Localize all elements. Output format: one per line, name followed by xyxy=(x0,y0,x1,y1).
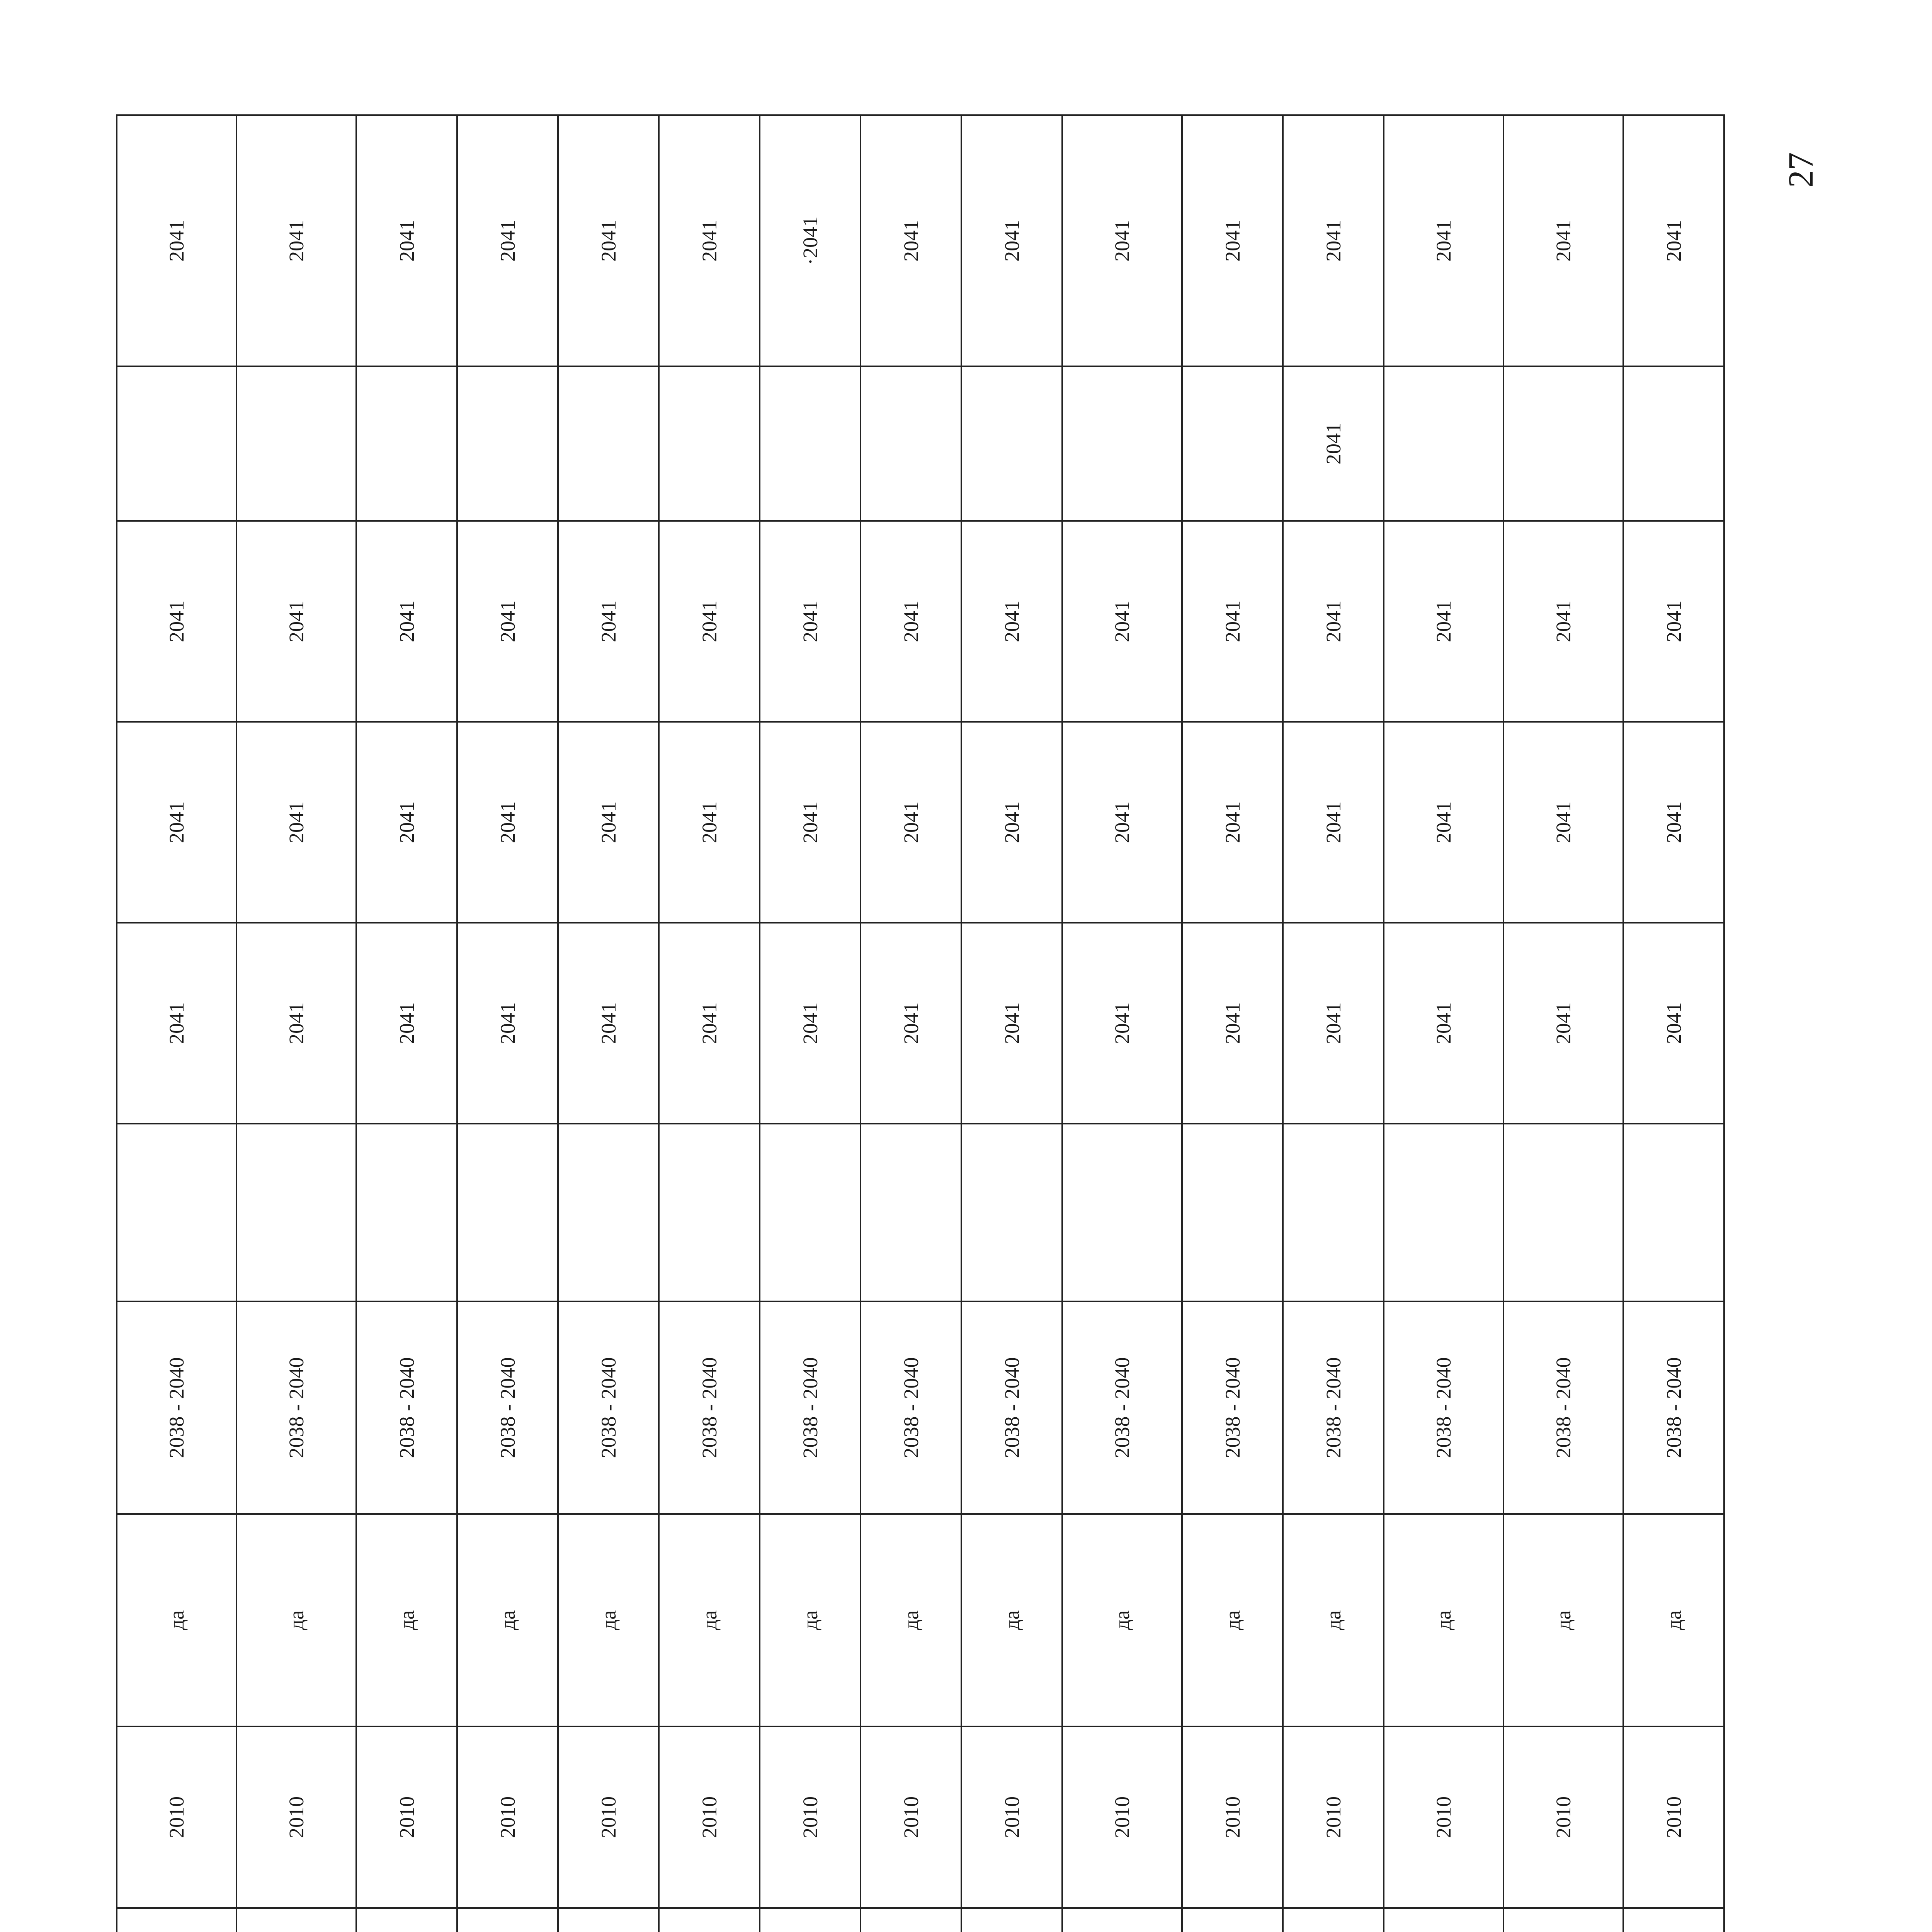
year-built xyxy=(760,1908,861,1932)
col-10-value xyxy=(1384,1124,1503,1301)
col-13-value: 2041 xyxy=(760,521,861,722)
col-15-value: 2041 xyxy=(558,115,659,366)
repair-period: 2038 - 2040 xyxy=(1623,1301,1724,1514)
col-11-value: 2041 xyxy=(457,923,558,1124)
col-12-value: 2041 xyxy=(356,722,457,923)
col-12-value: 2041 xyxy=(1384,722,1503,923)
col-11-value: 2041 xyxy=(1623,923,1724,1124)
col-11-value: 2041 xyxy=(1062,923,1182,1124)
col-14-value xyxy=(356,366,457,521)
col-14-value xyxy=(1503,366,1623,521)
repair-period: 2038 - 2040 xyxy=(356,1301,457,1514)
repair-needed: да xyxy=(1623,1514,1724,1726)
col-15-value: 2041 xyxy=(1623,115,1724,366)
col-12-value: 2041 xyxy=(117,722,236,923)
repair-period: 2038 - 2040 xyxy=(659,1301,760,1514)
col-11-value: 2041 xyxy=(1182,923,1283,1124)
col-10-value xyxy=(457,1124,558,1301)
repair-needed: да xyxy=(1182,1514,1283,1726)
repair-period: 2038 - 2040 xyxy=(1182,1301,1283,1514)
col-12-value: 2041 xyxy=(558,722,659,923)
col-14-value xyxy=(236,366,356,521)
col-10-value xyxy=(558,1124,659,1301)
col-15-value: 2041 xyxy=(457,115,558,366)
col-14-value xyxy=(659,366,760,521)
col-15-value: 2041 xyxy=(356,115,457,366)
year-built xyxy=(1182,1908,1283,1932)
col-14-value xyxy=(457,366,558,521)
year-built xyxy=(861,1908,961,1932)
col-12-value: 2041 xyxy=(659,722,760,923)
repair-period: 2038 - 2040 xyxy=(1384,1301,1503,1514)
table-row xyxy=(1062,115,1182,1932)
col-10-value xyxy=(117,1124,236,1301)
repair-needed: да xyxy=(1503,1514,1623,1726)
col-15-value: 2041 xyxy=(117,115,236,366)
col-11-value: 2041 xyxy=(861,923,961,1124)
col-10-value xyxy=(1062,1124,1182,1301)
col-15-value: 2041 xyxy=(961,115,1062,366)
col-10-value xyxy=(236,1124,356,1301)
table-container xyxy=(116,116,1692,1932)
year-privatization: 2010 xyxy=(236,1726,356,1908)
col-10-value xyxy=(1283,1124,1384,1301)
col-15-value: 2041 xyxy=(236,115,356,366)
col-12-value: 2041 xyxy=(236,722,356,923)
col-13-value: 2041 xyxy=(1623,521,1724,722)
table-row xyxy=(1182,115,1283,1932)
col-11-value: 2041 xyxy=(356,923,457,1124)
repair-needed: да xyxy=(117,1514,236,1726)
col-11-value: 2041 xyxy=(117,923,236,1124)
col-11-value: 2041 xyxy=(760,923,861,1124)
year-privatization: 2010 xyxy=(861,1726,961,1908)
table-row xyxy=(1384,115,1503,1932)
year-built xyxy=(457,1908,558,1932)
col-12-value: 2041 xyxy=(1062,722,1182,923)
col-10-value xyxy=(1503,1124,1623,1301)
year-privatization: 2010 xyxy=(1062,1726,1182,1908)
col-14-value xyxy=(558,366,659,521)
repair-needed: да xyxy=(760,1514,861,1726)
col-13-value: 2041 xyxy=(1182,521,1283,722)
col-10-value xyxy=(356,1124,457,1301)
col-12-value: 2041 xyxy=(1503,722,1623,923)
col-11-value: 2041 xyxy=(1384,923,1503,1124)
col-13-value: 2041 xyxy=(961,521,1062,722)
col-15-value: ·2041 xyxy=(760,115,861,366)
repair-period: 2038 - 2040 xyxy=(760,1301,861,1514)
col-11-value: 2041 xyxy=(558,923,659,1124)
year-built xyxy=(1283,1908,1384,1932)
repair-needed: да xyxy=(1384,1514,1503,1726)
table-row xyxy=(356,115,457,1932)
col-10-value xyxy=(760,1124,861,1301)
col-13-value: 2041 xyxy=(1503,521,1623,722)
col-10-value xyxy=(1623,1124,1724,1301)
col-13-value: 2041 xyxy=(659,521,760,722)
table-row xyxy=(236,115,356,1932)
col-15-value: 2041 xyxy=(1503,115,1623,366)
year-privatization: 2010 xyxy=(1182,1726,1283,1908)
table-row xyxy=(117,115,236,1932)
col-14-value xyxy=(961,366,1062,521)
col-12-value: 2041 xyxy=(1182,722,1283,923)
repair-period: 2038 - 2040 xyxy=(558,1301,659,1514)
col-11-value: 2041 xyxy=(1503,923,1623,1124)
year-built xyxy=(961,1908,1062,1932)
col-11-value: 2041 xyxy=(961,923,1062,1124)
table-row xyxy=(558,115,659,1932)
table-row xyxy=(1283,115,1384,1932)
col-10-value xyxy=(659,1124,760,1301)
year-built xyxy=(1062,1908,1182,1932)
col-13-value: 2041 xyxy=(1384,521,1503,722)
year-privatization: 2010 xyxy=(457,1726,558,1908)
year-privatization: 2010 xyxy=(1384,1726,1503,1908)
repair-needed: да xyxy=(861,1514,961,1726)
repair-needed: да xyxy=(558,1514,659,1726)
col-13-value: 2041 xyxy=(558,521,659,722)
page-number: 27 xyxy=(1781,152,1820,188)
repair-needed: да xyxy=(659,1514,760,1726)
repair-needed: да xyxy=(1283,1514,1384,1726)
year-privatization: 2010 xyxy=(760,1726,861,1908)
repair-period: 2038 - 2040 xyxy=(1283,1301,1384,1514)
col-13-value: 2041 xyxy=(457,521,558,722)
col-14-value xyxy=(1062,366,1182,521)
year-privatization: 2010 xyxy=(558,1726,659,1908)
table-row xyxy=(760,115,861,1932)
col-11-value: 2041 xyxy=(236,923,356,1124)
repair-period: 2038 - 2040 xyxy=(961,1301,1062,1514)
col-14-value xyxy=(1182,366,1283,521)
repair-period: 2038 - 2040 xyxy=(1503,1301,1623,1514)
col-12-value: 2041 xyxy=(861,722,961,923)
year-built xyxy=(1384,1908,1503,1932)
repair-period: 2038 - 2040 xyxy=(236,1301,356,1514)
repair-needed: да xyxy=(961,1514,1062,1726)
housing-table xyxy=(116,114,1725,1932)
col-15-value: 2041 xyxy=(1283,115,1384,366)
col-14-value xyxy=(861,366,961,521)
repair-needed: да xyxy=(236,1514,356,1726)
year-built xyxy=(236,1908,356,1932)
col-13-value: 2041 xyxy=(1283,521,1384,722)
table-row xyxy=(659,115,760,1932)
repair-needed: да xyxy=(457,1514,558,1726)
year-built xyxy=(558,1908,659,1932)
col-12-value: 2041 xyxy=(1283,722,1384,923)
col-14-value xyxy=(760,366,861,521)
repair-period: 2038 - 2040 xyxy=(1062,1301,1182,1514)
col-12-value: 2041 xyxy=(1623,722,1724,923)
repair-needed: да xyxy=(356,1514,457,1726)
year-privatization: 2010 xyxy=(1283,1726,1384,1908)
year-privatization: 2010 xyxy=(961,1726,1062,1908)
col-15-value: 2041 xyxy=(861,115,961,366)
year-built xyxy=(356,1908,457,1932)
col-12-value: 2041 xyxy=(457,722,558,923)
col-10-value xyxy=(861,1124,961,1301)
year-privatization: 2010 xyxy=(1623,1726,1724,1908)
year-privatization: 2010 xyxy=(356,1726,457,1908)
col-13-value: 2041 xyxy=(861,521,961,722)
table-row xyxy=(861,115,961,1932)
table-row xyxy=(1623,115,1724,1932)
repair-period: 2038 - 2040 xyxy=(457,1301,558,1514)
col-13-value: 2041 xyxy=(1062,521,1182,722)
repair-period: 2038 - 2040 xyxy=(861,1301,961,1514)
year-privatization: 2010 xyxy=(117,1726,236,1908)
year-built xyxy=(659,1908,760,1932)
col-14-value xyxy=(1623,366,1724,521)
year-built xyxy=(117,1908,236,1932)
year-built xyxy=(1623,1908,1724,1932)
year-privatization: 2010 xyxy=(659,1726,760,1908)
col-14-value xyxy=(1384,366,1503,521)
col-14-value: 2041 xyxy=(1283,366,1384,521)
table-row xyxy=(1503,115,1623,1932)
col-11-value: 2041 xyxy=(659,923,760,1124)
col-12-value: 2041 xyxy=(760,722,861,923)
col-12-value: 2041 xyxy=(961,722,1062,923)
col-11-value: 2041 xyxy=(1283,923,1384,1124)
col-13-value: 2041 xyxy=(117,521,236,722)
table-row xyxy=(961,115,1062,1932)
col-15-value: 2041 xyxy=(1384,115,1503,366)
col-13-value: 2041 xyxy=(356,521,457,722)
repair-period: 2038 - 2040 xyxy=(117,1301,236,1514)
col-15-value: 2041 xyxy=(659,115,760,366)
year-built xyxy=(1503,1908,1623,1932)
col-13-value: 2041 xyxy=(236,521,356,722)
col-10-value xyxy=(1182,1124,1283,1301)
col-15-value: 2041 xyxy=(1062,115,1182,366)
col-10-value xyxy=(961,1124,1062,1301)
col-14-value xyxy=(117,366,236,521)
year-privatization: 2010 xyxy=(1503,1726,1623,1908)
repair-needed: да xyxy=(1062,1514,1182,1726)
table-row xyxy=(457,115,558,1932)
col-15-value: 2041 xyxy=(1182,115,1283,366)
